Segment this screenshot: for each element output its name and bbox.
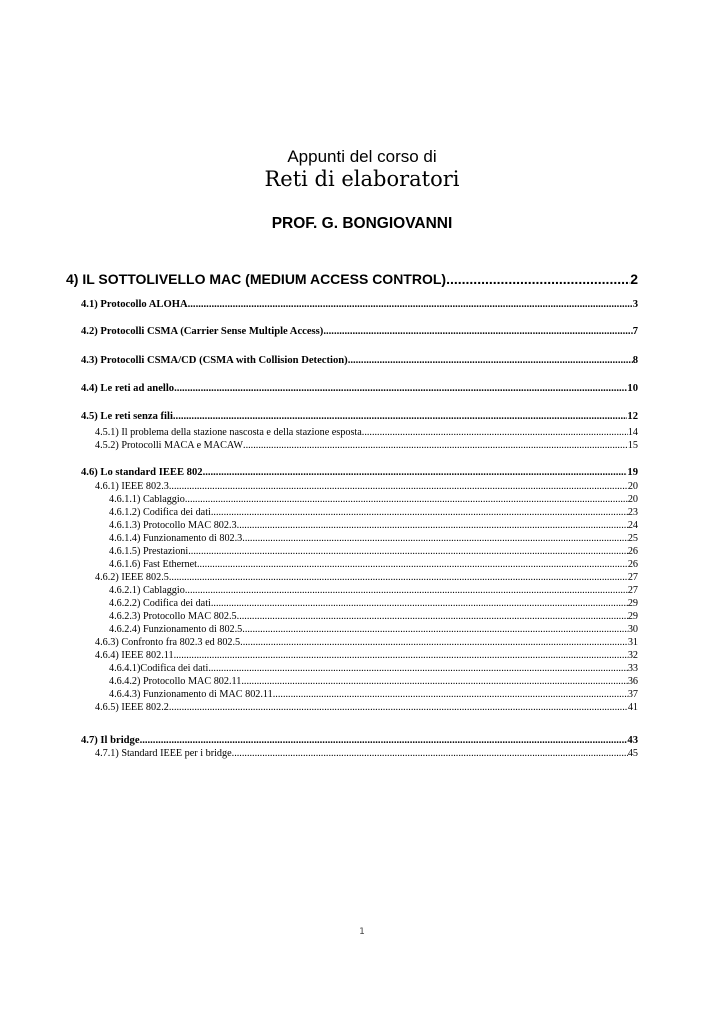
toc-leader-dots [237, 610, 628, 623]
toc-leader-dots [242, 532, 628, 545]
toc-entry-label: 4.6.4.1)Codifica dei dati [109, 663, 209, 674]
toc-leader-dots [169, 480, 628, 493]
toc-entry-page: 26 [627, 559, 638, 570]
toc-entry[interactable] [81, 410, 638, 423]
toc-entry-page: 41 [627, 702, 638, 713]
toc-entry-label: 4.6) Lo standard IEEE 802 [81, 467, 203, 478]
toc-entry-label: 4.2) Protocolli CSMA (Carrier Sense Multiple Access) [81, 326, 324, 337]
toc-entry-page: 7 [632, 326, 638, 337]
toc-entry-label: 4.5) Le reti senza fili [81, 411, 173, 422]
toc-entry-page: 23 [627, 507, 638, 518]
toc-leader-dots [169, 701, 628, 714]
toc-entry-label: 4.6.3) Confronto fra 802.3 ed 802.5 [95, 637, 241, 648]
toc-entry[interactable] [109, 597, 638, 610]
toc-entry[interactable] [109, 519, 638, 532]
toc-leader-dots [362, 426, 628, 439]
toc-entry-page: 27 [627, 585, 638, 596]
toc-entry-page: 31 [627, 637, 638, 648]
toc-entry[interactable] [81, 734, 638, 747]
toc-entry[interactable] [109, 558, 638, 571]
toc-entry-page: 37 [627, 689, 638, 700]
toc-entry-label: 4.7.1) Standard IEEE per i bridge [95, 748, 232, 759]
toc-entry-page: 3 [632, 299, 638, 310]
toc-entry[interactable] [109, 532, 638, 545]
page-number: 1 [359, 927, 365, 937]
toc-entry-page: 19 [627, 467, 638, 478]
toc-entry-page: 20 [627, 494, 638, 505]
toc-leader-dots [185, 493, 628, 506]
toc-entry-label: 4.4) Le reti ad anello [81, 383, 175, 394]
toc-entry-label: 4.6.1.3) Protocollo MAC 802.3 [109, 520, 237, 531]
toc-entry-page: 20 [627, 481, 638, 492]
toc-leader-dots [348, 354, 633, 367]
toc-entry-label: 4.6.1.1) Cablaggio [109, 494, 185, 505]
toc-entry[interactable] [81, 298, 638, 311]
toc-leader-dots [173, 410, 628, 423]
toc-entry-page: 29 [627, 611, 638, 622]
toc-leader-dots [242, 623, 628, 636]
toc-entry-label: 4.6.2) IEEE 802.5 [95, 572, 169, 583]
toc-entry-label: 4.6.1.5) Prestazioni [109, 546, 189, 557]
toc-leader-dots [208, 662, 628, 675]
toc-entry[interactable] [109, 662, 638, 675]
toc-leader-dots [232, 747, 628, 760]
toc-leader-dots [446, 269, 630, 289]
toc-entry[interactable] [95, 439, 638, 452]
toc-entry-page: 25 [627, 533, 638, 544]
toc-entry-page: 15 [627, 440, 638, 451]
toc-entry[interactable] [109, 610, 638, 623]
toc-entry[interactable] [109, 545, 638, 558]
toc-chapter-label: 4) IL SOTTOLIVELLO MAC (MEDIUM ACCESS CONTROL) [66, 271, 447, 287]
toc-entry-page: 27 [627, 572, 638, 583]
document-subtitle: Appunti del corso di [287, 147, 437, 166]
toc-leader-dots [197, 558, 628, 571]
toc-leader-dots [211, 506, 628, 519]
toc-entry[interactable] [95, 480, 638, 493]
toc-entry-label: 4.6.2.2) Codifica dei dati [109, 598, 211, 609]
toc-entry-label: 4.6.1.2) Codifica dei dati [109, 507, 211, 518]
toc-entry[interactable] [109, 493, 638, 506]
toc-entry-page: 45 [627, 748, 638, 759]
toc-entry-page: 10 [627, 383, 638, 394]
toc-leader-dots [188, 298, 633, 311]
toc-chapter-page: 2 [630, 271, 638, 287]
toc-entry-label: 4.6.4.2) Protocollo MAC 802.11 [109, 676, 242, 687]
toc-entry[interactable] [81, 382, 638, 395]
toc-entry-label: 4.6.5) IEEE 802.2 [95, 702, 169, 713]
toc-entry[interactable] [81, 325, 638, 338]
toc-entry[interactable] [95, 426, 638, 439]
toc-entry-label: 4.6.1) IEEE 802.3 [95, 481, 169, 492]
toc-leader-dots [174, 382, 627, 395]
toc-entry-label: 4.6.1.4) Funzionamento di 802.3 [109, 533, 243, 544]
toc-entry[interactable] [81, 466, 638, 479]
toc-entry-label: 4.6.1.6) Fast Ethernet [109, 559, 197, 570]
toc-entry[interactable] [81, 354, 638, 367]
toc-entry-page: 30 [627, 624, 638, 635]
toc-entry[interactable] [109, 506, 638, 519]
toc-entry-page: 24 [627, 520, 638, 531]
toc-entry-page: 12 [627, 411, 638, 422]
toc-entry-label: 4.3) Protocolli CSMA/CD (CSMA with Collision Detection) [81, 355, 348, 366]
document-author: PROF. G. BONGIOVANNI [271, 215, 453, 232]
toc-leader-dots [241, 675, 627, 688]
toc-leader-dots [273, 688, 628, 701]
toc-entry[interactable] [109, 623, 638, 636]
toc-leader-dots [211, 597, 628, 610]
toc-leader-dots [174, 649, 628, 662]
toc-leader-dots [237, 519, 628, 532]
toc-leader-dots [169, 571, 628, 584]
toc-entry-label: 4.6.2.4) Funzionamento di 802.5 [109, 624, 243, 635]
toc-leader-dots [203, 466, 628, 479]
toc-entry-label: 4.6.2.3) Protocollo MAC 802.5 [109, 611, 237, 622]
toc-entry-label: 4.5.2) Protocolli MACA e MACAW [95, 440, 244, 451]
toc-entry[interactable] [95, 636, 638, 649]
toc-entry[interactable] [95, 701, 638, 714]
toc-chapter-entry[interactable] [66, 269, 638, 289]
toc-leader-dots [185, 584, 628, 597]
toc-entry-page: 43 [627, 735, 638, 746]
toc-entry-label: 4.5.1) Il problema della stazione nascosta e della stazione esposta [95, 427, 362, 438]
toc-entry-label: 4.1) Protocollo ALOHA [81, 299, 188, 310]
toc-entry-label: 4.6.4) IEEE 802.11 [95, 650, 174, 661]
toc-entry-page: 33 [627, 663, 638, 674]
toc-entry-page: 14 [627, 427, 638, 438]
toc-entry-page: 36 [627, 676, 638, 687]
toc-entry[interactable] [95, 747, 638, 760]
toc-leader-dots [240, 636, 628, 649]
toc-entry-label: 4.7) Il bridge [81, 735, 140, 746]
toc-entry[interactable] [109, 688, 638, 701]
toc-entry-label: 4.6.4.3) Funzionamento di MAC 802.11 [109, 689, 273, 700]
toc-entry[interactable] [95, 571, 638, 584]
toc-entry-page: 32 [627, 650, 638, 661]
toc-entry[interactable] [95, 649, 638, 662]
toc-leader-dots [323, 325, 632, 338]
toc-entry-page: 29 [627, 598, 638, 609]
toc-leader-dots [188, 545, 628, 558]
toc-entry[interactable] [109, 584, 638, 597]
toc-entry-label: 4.6.2.1) Cablaggio [109, 585, 185, 596]
toc-entry[interactable] [109, 675, 638, 688]
toc-leader-dots [140, 734, 628, 747]
toc-entry-page: 8 [632, 355, 638, 366]
document-title: Reti di elaboratori [264, 167, 460, 191]
toc-leader-dots [243, 439, 628, 452]
toc-entry-page: 26 [627, 546, 638, 557]
